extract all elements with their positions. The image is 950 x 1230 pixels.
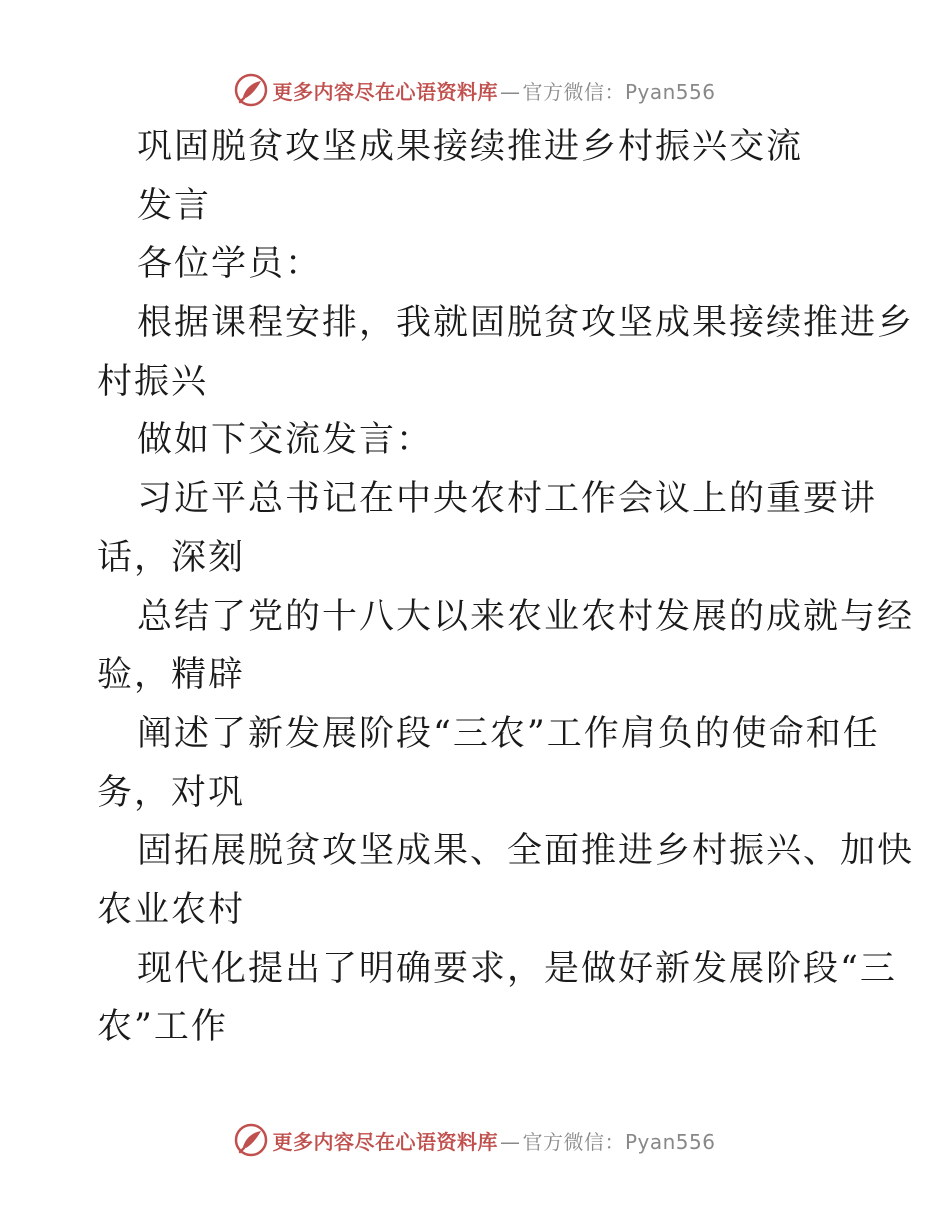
document-body xyxy=(97,118,915,1057)
footer-watermark xyxy=(0,1120,950,1160)
watermark-separator: — xyxy=(499,1129,521,1154)
document-line: 总结了党的十八大以来农业农村发展的成就与经 xyxy=(137,596,915,637)
document-line: 发言 xyxy=(137,185,212,226)
document-line: 村振兴 xyxy=(97,361,209,402)
document-line: 巩固脱贫攻坚成果接续推进乡村振兴交流 xyxy=(137,127,804,167)
header-watermark xyxy=(0,70,950,110)
document-line: 习近平总书记在中央农村工作会议上的重要讲 xyxy=(137,479,878,520)
brand-logo-icon xyxy=(234,1123,268,1157)
document-line: 阐述了新发展阶段“三农”工作肩负的使命和任 xyxy=(137,713,880,754)
document-line: 现代化提出了明确要求，是做好新发展阶段“三 xyxy=(137,948,897,989)
document-line: 农”工作 xyxy=(97,1007,228,1048)
watermark-contact: 官方微信：Pyan556 xyxy=(522,79,716,104)
watermark-brand: 更多内容尽在心语资料库 xyxy=(272,79,498,104)
watermark-text xyxy=(272,1126,715,1155)
watermark-separator: — xyxy=(499,79,521,104)
document-line: 农业农村 xyxy=(97,889,246,930)
document-line: 话，深刻 xyxy=(97,537,246,578)
document-line: 固拓展脱贫攻坚成果、全面推进乡村振兴、加快 xyxy=(137,831,915,872)
document-line: 根据课程安排，我就固脱贫攻坚成果接续推进乡 xyxy=(137,303,915,344)
watermark-brand: 更多内容尽在心语资料库 xyxy=(272,1129,498,1154)
document-line: 验，精辟 xyxy=(97,655,246,696)
document-line: 务，对巩 xyxy=(97,772,246,813)
watermark-text xyxy=(272,76,715,105)
document-line: 各位学员： xyxy=(137,244,323,285)
document-line: 做如下交流发言： xyxy=(137,420,434,461)
brand-logo-icon xyxy=(234,73,268,107)
watermark-contact: 官方微信：Pyan556 xyxy=(522,1129,716,1154)
